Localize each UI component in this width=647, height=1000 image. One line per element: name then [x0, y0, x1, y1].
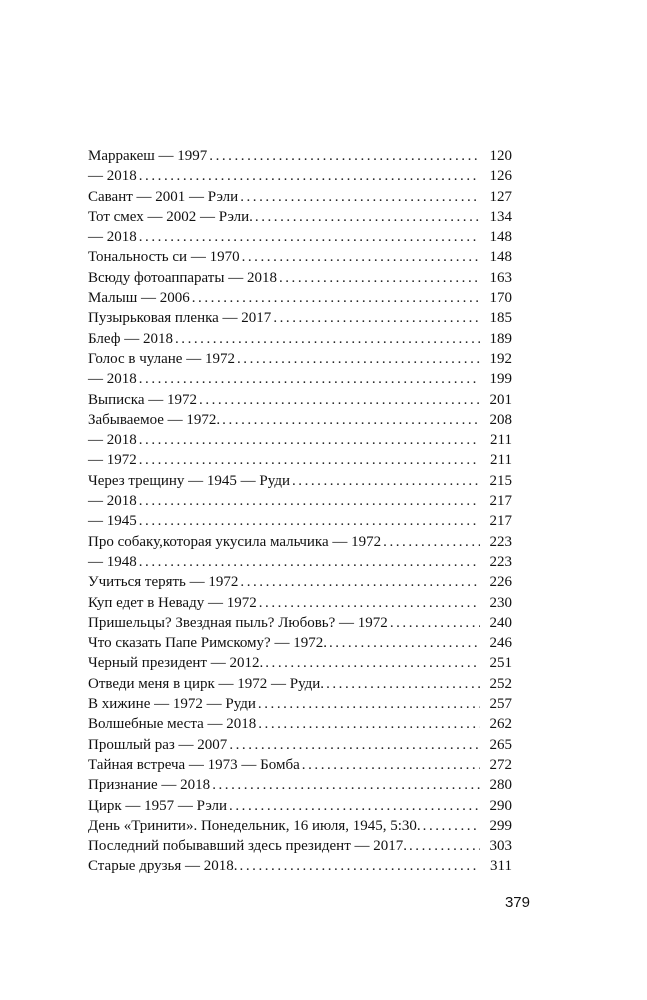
- dot-leader: [222, 410, 480, 430]
- toc-entry: [88, 856, 512, 876]
- toc-entry: [88, 755, 512, 775]
- toc-entry-title: Тайная встреча — 1973 — Бомба: [88, 756, 300, 773]
- toc-entry-title: Выписка — 1972: [88, 391, 198, 408]
- dot-leader: [265, 653, 480, 673]
- toc-entry-title: День «Тринити». Понедельник, 16 июля, 1945, 5:30.: [88, 817, 421, 834]
- dot-leader: [383, 532, 480, 552]
- dot-leader: [212, 775, 480, 795]
- toc-entry-page: 163: [489, 269, 512, 286]
- toc-entry-page: 215: [489, 472, 512, 489]
- toc-entry: [88, 247, 512, 267]
- toc-entry-title: Черный президент — 2012.: [88, 655, 264, 672]
- toc-entry-title: — 2018: [88, 371, 137, 388]
- toc-entry-page: 240: [489, 614, 512, 631]
- dot-leader: [292, 471, 480, 491]
- toc-entry-title: Через трещину — 1945 — Руди: [88, 472, 290, 489]
- toc-entry-page: 208: [489, 411, 512, 428]
- toc-entry-title: — 1948: [88, 553, 137, 570]
- toc-entry: [88, 146, 512, 166]
- dot-leader: [237, 349, 480, 369]
- dot-leader: [240, 572, 480, 592]
- toc-entry-page: 223: [489, 553, 512, 570]
- toc-entry: [88, 288, 512, 308]
- toc-entry-page: 217: [489, 493, 512, 510]
- dot-leader: [258, 714, 480, 734]
- toc-entry-page: 230: [489, 594, 512, 611]
- toc-entry-title: — 1945: [88, 513, 137, 530]
- dot-leader: [329, 633, 480, 653]
- toc-entry: [88, 796, 512, 816]
- toc-entry: [88, 430, 512, 450]
- dot-leader: [139, 166, 480, 186]
- toc-entry-page: 265: [489, 736, 512, 753]
- toc-entry-title: — 1972: [88, 452, 137, 469]
- toc-entry-page: 311: [490, 858, 512, 875]
- toc-entry-title: Забываемое — 1972.: [88, 411, 221, 428]
- toc-entry-title: Что сказать Папе Римскому? — 1972.: [88, 635, 327, 652]
- toc-entry-page: 127: [489, 188, 512, 205]
- toc-entry-title: Последний побывавший здесь президент — 2017.: [88, 838, 407, 855]
- toc-entry-title: Марракеш — 1997: [88, 148, 208, 164]
- toc-entry-page: 299: [489, 817, 512, 834]
- toc-entry-page: 189: [489, 330, 512, 347]
- dot-leader: [175, 329, 480, 349]
- toc-entry: [88, 674, 512, 694]
- toc-entry-title: Пузырьковая пленка — 2017: [88, 310, 272, 327]
- toc-entry: [88, 390, 512, 410]
- toc-entry: [88, 633, 512, 653]
- dot-leader: [139, 369, 480, 389]
- toc-entry-title: Волшебные места — 2018: [88, 716, 257, 733]
- toc-entry-page: 262: [489, 716, 512, 733]
- toc-entry-page: 126: [489, 168, 512, 185]
- toc-entry-title: Савант — 2001 — Рэли: [88, 188, 239, 205]
- dot-leader: [139, 552, 480, 572]
- toc-entry-page: 211: [490, 432, 512, 449]
- toc-entry: [88, 491, 512, 511]
- toc-entry: [88, 593, 512, 613]
- toc-entry-title: Старые друзья — 2018.: [88, 858, 238, 875]
- dot-leader: [139, 227, 480, 247]
- dot-leader: [240, 856, 480, 876]
- dot-leader: [139, 450, 480, 470]
- toc-entry-title: Пришельцы? Звездная пыль? Любовь? — 1972: [88, 614, 388, 631]
- dot-leader: [199, 390, 480, 410]
- toc-entry-page: 134: [489, 208, 512, 225]
- toc-entry: [88, 836, 512, 856]
- toc-entry-page: 120: [489, 148, 512, 164]
- toc-entry: [88, 227, 512, 247]
- toc-entry-title: Тональность си — 1970: [88, 249, 240, 266]
- toc-entry-title: Отведи меня в цирк — 1972 — Руди.: [88, 675, 325, 692]
- toc-entry-page: 303: [489, 838, 512, 855]
- toc-entry: [88, 349, 512, 369]
- toc-entry: [88, 166, 512, 186]
- toc-entry: [88, 450, 512, 470]
- toc-entry-page: 223: [489, 533, 512, 550]
- dot-leader: [279, 268, 480, 288]
- dot-leader: [390, 613, 480, 633]
- toc-entry: [88, 694, 512, 714]
- dot-leader: [273, 308, 480, 328]
- toc-entry-title: Тот смех — 2002 — Рэли.: [88, 208, 253, 225]
- toc-entry: [88, 268, 512, 288]
- toc-entry-title: Прошлый раз — 2007: [88, 736, 228, 753]
- toc-entry-page: 201: [489, 391, 512, 408]
- toc-entry: [88, 653, 512, 673]
- dot-leader: [229, 735, 480, 755]
- toc-entry-page: 199: [489, 371, 512, 388]
- toc-entry: [88, 511, 512, 531]
- toc-entry-title: Всюду фотоаппараты — 2018: [88, 269, 277, 286]
- toc-entry-page: 272: [489, 756, 512, 773]
- toc-entry: [88, 613, 512, 633]
- toc-entry: [88, 552, 512, 572]
- dot-leader: [409, 836, 480, 856]
- dot-leader: [139, 430, 480, 450]
- dot-leader: [259, 593, 480, 613]
- toc-entry-page: 211: [490, 452, 512, 469]
- toc-entry-title: Блеф — 2018: [88, 330, 173, 347]
- dot-leader: [242, 247, 480, 267]
- toc-entry: [88, 572, 512, 592]
- toc-entry-title: Куп едет в Неваду — 1972: [88, 594, 257, 611]
- dot-leader: [258, 694, 480, 714]
- toc-entry-page: 226: [489, 574, 512, 591]
- page-number: 379: [504, 894, 530, 911]
- toc-entry-page: 251: [489, 655, 512, 672]
- toc-entry-page: 257: [489, 696, 512, 713]
- toc-entry-title: — 2018: [88, 432, 137, 449]
- toc-entry: [88, 816, 512, 836]
- toc-entry-title: Малыш — 2006: [88, 290, 190, 307]
- toc-entry: [88, 308, 512, 328]
- toc-entry-title: Про собаку,которая укусила мальчика — 1972: [88, 533, 382, 550]
- toc-entry-title: — 2018: [88, 493, 137, 510]
- dot-leader: [302, 755, 480, 775]
- dot-leader: [255, 207, 480, 227]
- toc-entry-page: 185: [489, 310, 512, 327]
- toc-entry-title: — 2018: [88, 229, 137, 246]
- toc-entry-title: В хижине — 1972 — Руди: [88, 696, 256, 713]
- toc-entry-title: Признание — 2018: [88, 777, 211, 794]
- toc-entry: [88, 369, 512, 389]
- toc-entry-title: Голос в чулане — 1972: [88, 350, 235, 367]
- dot-leader: [139, 511, 480, 531]
- toc-entry: [88, 410, 512, 430]
- dot-leader: [139, 491, 480, 511]
- toc-entry: [88, 714, 512, 734]
- toc-entry-page: 148: [489, 229, 512, 246]
- toc-entry: [88, 471, 512, 491]
- toc-entry-page: 290: [489, 797, 512, 814]
- toc-entry-page: 252: [489, 675, 512, 692]
- toc-entry: [88, 775, 512, 795]
- dot-leader: [326, 674, 480, 694]
- dot-leader: [229, 796, 480, 816]
- toc-entry: [88, 207, 512, 227]
- toc-entry-page: 280: [489, 777, 512, 794]
- toc-entry: [88, 532, 512, 552]
- toc-entry-title: Цирк — 1957 — Рэли: [88, 797, 228, 814]
- dot-leader: [209, 146, 480, 166]
- toc-entry-page: 246: [489, 635, 512, 652]
- toc-entry-page: 192: [489, 350, 512, 367]
- table-of-contents: [88, 146, 512, 877]
- toc-entry-title: — 2018: [88, 168, 137, 185]
- toc-entry: [88, 187, 512, 207]
- toc-entry-page: 148: [489, 249, 512, 266]
- toc-entry-title: Учиться терять — 1972: [88, 574, 239, 591]
- toc-entry-page: 217: [489, 513, 512, 530]
- toc-entry: [88, 735, 512, 755]
- dot-leader: [192, 288, 480, 308]
- dot-leader: [423, 816, 480, 836]
- toc-entry: [88, 329, 512, 349]
- dot-leader: [240, 187, 480, 207]
- toc-entry-page: 170: [489, 290, 512, 307]
